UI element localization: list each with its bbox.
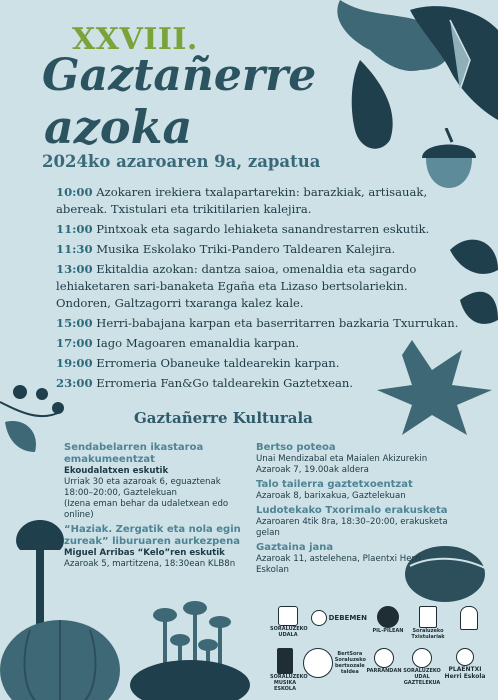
schedule-time: 10:00 <box>56 185 93 199</box>
activity-block <box>64 524 242 570</box>
logo-udal-gaztelekua: SORALUZEKO UDAL GAZTELEKUA <box>402 648 442 686</box>
sponsor-logos <box>266 604 490 696</box>
activity-heading: Sendabelarren ikastaroa emakumeentzat <box>64 442 204 465</box>
activity-line: Azaroak 7, 19.00ak aldera <box>256 465 369 475</box>
logo-soraluzeko-udala: SORALUZEKO UDALA <box>270 606 306 638</box>
activity-subtitle: Miguel Arribas “Kelo”ren eskutik <box>64 548 225 558</box>
schedule-text: Erromeria Fan&Go taldearekin Gaztetxean. <box>96 376 354 390</box>
schedule-item <box>56 261 460 312</box>
logo-bertsora: BertSora Soraluzeko bertsozale taldea <box>302 648 366 678</box>
schedule-time: 19:00 <box>56 356 93 370</box>
schedule-text: Musika Eskolako Triki-Pandero Taldearen Kalejira. <box>96 242 396 256</box>
activity-block <box>256 442 456 476</box>
schedule-text: Azokaren irekiera txalapartarekin: barazkiak, artisauak, abereak. Txistulari eta trikitilarien kalejira. <box>56 185 428 216</box>
activity-line: (Izena eman behar da udaletxean edo online) <box>64 499 229 520</box>
schedule-text: Erromeria Obaneuke taldearekin karpan. <box>96 356 340 370</box>
schedule-time: 13:00 <box>56 262 93 276</box>
activity-block <box>256 505 456 539</box>
activity-heading: Talo tailerra gaztetxoentzat <box>256 479 413 490</box>
schedule-item <box>56 315 460 332</box>
schedule-time: 11:30 <box>56 242 93 256</box>
activity-line: Azaroaren 4tik 8ra, 18:30–20:00, erakusketa gelan <box>256 517 448 538</box>
activity-subtitle: Ekoudalatxen eskutik <box>64 466 169 476</box>
logo-musika-eskola: SORALUZEKO MUSIKA ESKOLA <box>270 648 300 692</box>
logo-soraluzeko-txistulariak: Soraluzeko Txistulariak <box>408 606 448 640</box>
schedule-item <box>56 335 460 352</box>
title-line-1: Gaztañerre <box>42 50 317 101</box>
schedule-text: Ekitaldia azokan: dantza saioa, omenaldia eta sagardo lehiaketaren sari-banaketa Egaña eta Lizaso bertsolariekin. Ondoren, Galtzagorri txaranga kalez kale. <box>56 262 417 310</box>
event-date: 2024ko azaroaren 9a, zapatua <box>42 152 321 171</box>
schedule-time: 11:00 <box>56 222 93 236</box>
activity-line: Azaroak 8, barixakua, Gaztelekuan <box>256 491 406 501</box>
schedule-time: 23:00 <box>56 376 93 390</box>
kulturala-left-column <box>64 442 242 573</box>
schedule-item <box>56 184 460 218</box>
schedule-item <box>56 221 460 238</box>
activity-heading: Ludotekako Txorimalo erakusketa <box>256 505 448 516</box>
schedule-item <box>56 375 460 392</box>
logo-pil-pilean: PIL-PILEAN <box>370 606 406 634</box>
activity-heading: Bertso poteoa <box>256 442 336 453</box>
activity-line: Azaroak 5, martitzena, 18:30ean KLB8n <box>64 559 236 569</box>
activity-line: Urriak 30 eta azaroak 6, eguaztenak 18:00–20:00, Gaztelekuan <box>64 477 221 498</box>
schedule-text: Herri-babajana karpan eta baserritarren bazkaria Txurrukan. <box>96 316 459 330</box>
kulturala-title: Gaztañerre Kulturala <box>134 409 313 427</box>
activity-block <box>64 442 242 521</box>
schedule-time: 17:00 <box>56 336 93 350</box>
activity-line: Unai Mendizabal eta Maialen Akizurekin <box>256 454 428 464</box>
activity-line: Azaroak 11, astelehena, Plaentxi Herri Eskolan <box>256 554 421 575</box>
kulturala-right-column <box>256 442 456 579</box>
schedule-item <box>56 355 460 372</box>
schedule-text: Pintxoak eta sagardo lehiaketa sanandrestarren eskutik. <box>96 222 430 236</box>
schedule-item <box>56 241 460 258</box>
activity-heading: “Haziak. Zergatik eta nola egin zureak” liburuaren aurkezpena <box>64 524 241 547</box>
activity-block <box>256 542 456 576</box>
activity-block <box>256 479 456 502</box>
edition-number: XXVIII. <box>72 22 198 57</box>
schedule-text: Iago Magoaren emanaldia karpan. <box>96 336 300 350</box>
logo-plaentxi: PLAENTXI Herri Eskola <box>442 648 488 680</box>
schedule-list <box>56 184 460 395</box>
logo-parrandan: PARRANDAN <box>366 648 402 674</box>
logo-iko <box>452 606 486 630</box>
schedule-time: 15:00 <box>56 316 93 330</box>
title-line-2: azoka <box>44 100 193 154</box>
logo-debemen: DEBEMEN <box>310 610 368 626</box>
activity-heading: Gaztaina jana <box>256 542 334 553</box>
